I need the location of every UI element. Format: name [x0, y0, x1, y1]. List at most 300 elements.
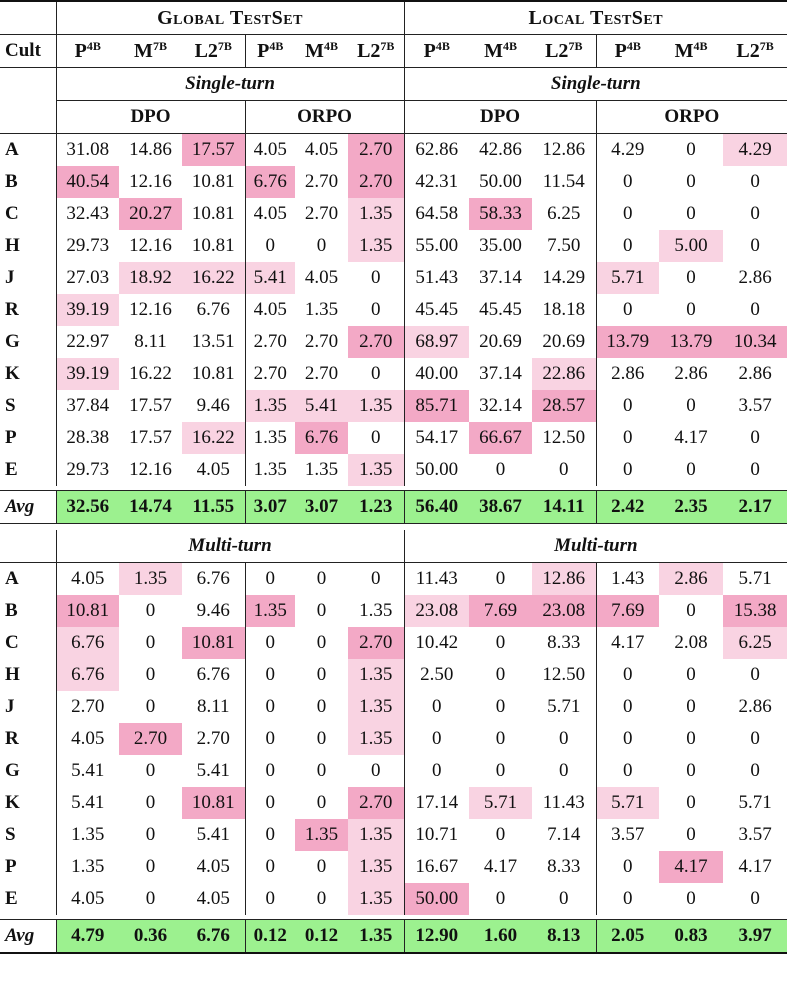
- value-cell: 29.73: [56, 230, 119, 262]
- value-cell: 0: [495, 568, 506, 589]
- avg-value-cell: 56.40: [404, 491, 469, 524]
- value-cell: 0: [316, 235, 327, 256]
- table-row: [0, 723, 787, 755]
- value-cell: 0: [750, 459, 760, 480]
- value-cell: 0: [316, 728, 327, 749]
- value-cell: 4.05: [196, 856, 230, 877]
- model-size: 4B: [323, 39, 338, 53]
- value-cell: 1.35: [245, 595, 295, 627]
- value-cell: 0: [316, 760, 327, 781]
- blank-cell: [0, 530, 56, 563]
- value-cell: 0: [686, 395, 696, 416]
- avg-value-cell: 32.56: [56, 491, 119, 524]
- table-row: [0, 230, 787, 262]
- value-cell: 5.71: [596, 262, 659, 294]
- culture-label: H: [5, 664, 20, 685]
- value-cell: 0: [245, 691, 295, 723]
- value-cell: 0: [750, 299, 760, 320]
- table-row: [0, 294, 787, 326]
- value-cell: 2.70: [348, 627, 404, 659]
- value-cell: 58.33: [469, 198, 532, 230]
- value-cell: 2.70: [56, 691, 119, 723]
- value-cell: 0: [145, 696, 156, 717]
- value-cell: 17.14: [404, 787, 469, 819]
- blank-cell: [0, 101, 56, 134]
- value-cell: 22.97: [56, 326, 119, 358]
- avg-value-cell: 2.05: [596, 920, 659, 954]
- value-cell: 0: [495, 888, 506, 909]
- value-cell: 0: [371, 427, 381, 448]
- culture-label: A: [0, 563, 56, 596]
- value-cell: 4.17: [483, 856, 518, 877]
- value-cell: 28.38: [56, 422, 119, 454]
- value-cell: 0: [596, 883, 659, 915]
- table-row: [0, 134, 787, 167]
- culture-label: S: [5, 824, 16, 845]
- value-cell: 0: [686, 824, 696, 845]
- model-header-5: [348, 35, 404, 68]
- culture-label: S: [5, 395, 16, 416]
- model-size: 4B: [269, 39, 284, 53]
- value-cell: 0: [686, 792, 696, 813]
- value-cell: 9.46: [196, 600, 230, 621]
- value-cell: 0: [686, 760, 696, 781]
- value-cell: 0: [495, 696, 506, 717]
- culture-label: E: [5, 888, 18, 909]
- value-cell: 1.35: [304, 459, 339, 480]
- value-cell: 1.35: [245, 422, 295, 454]
- value-cell: 6.76: [196, 664, 230, 685]
- value-cell: 17.57: [182, 134, 245, 167]
- value-cell: 1.35: [348, 230, 404, 262]
- value-cell: 12.16: [129, 235, 172, 256]
- value-cell: 40.00: [404, 358, 469, 390]
- value-cell: 0: [596, 230, 659, 262]
- table-row: [0, 563, 787, 596]
- value-cell: 10.81: [56, 595, 119, 627]
- value-cell: 13.79: [596, 326, 659, 358]
- model-name: P: [423, 40, 436, 62]
- table-row: [0, 454, 787, 486]
- value-cell: 13.79: [659, 326, 723, 358]
- value-cell: 10.81: [191, 363, 235, 384]
- value-cell: 0: [245, 755, 295, 787]
- value-cell: 39.19: [56, 358, 119, 390]
- value-cell: 0: [686, 459, 696, 480]
- value-cell: 8.33: [547, 632, 581, 653]
- avg-value-cell: 12.90: [404, 920, 469, 954]
- value-cell: 16.22: [182, 262, 245, 294]
- culture-label: K: [5, 363, 20, 384]
- value-cell: 5.41: [196, 824, 230, 845]
- value-cell: 0: [371, 568, 381, 589]
- value-cell: 0: [750, 203, 760, 224]
- model-header-row: [0, 35, 787, 68]
- value-cell: 2.86: [674, 363, 708, 384]
- value-cell: 0: [750, 171, 760, 192]
- multi-local-label: Multi-turn: [404, 530, 787, 563]
- avg-value-cell: 0.12: [245, 920, 295, 954]
- value-cell: 0: [495, 728, 506, 749]
- value-cell: 55.00: [404, 230, 469, 262]
- value-cell: 2.70: [196, 728, 230, 749]
- value-cell: 1.35: [245, 454, 295, 486]
- table-row: [0, 166, 787, 198]
- value-cell: 12.86: [532, 563, 596, 596]
- value-cell: 5.41: [295, 390, 348, 422]
- value-cell: 2.86: [596, 358, 659, 390]
- value-cell: 12.86: [542, 139, 586, 160]
- value-cell: 10.81: [191, 203, 235, 224]
- value-cell: 4.05: [304, 267, 339, 288]
- value-cell: 0: [596, 166, 659, 198]
- method-row: [0, 101, 787, 134]
- value-cell: 3.57: [738, 395, 772, 416]
- model-header-1: [119, 35, 182, 68]
- value-cell: 2.70: [304, 171, 339, 192]
- table-row: [0, 326, 787, 358]
- value-cell: 0: [495, 664, 506, 685]
- value-cell: 2.08: [674, 632, 708, 653]
- value-cell: 10.42: [404, 627, 469, 659]
- value-cell: 37.84: [56, 390, 119, 422]
- value-cell: 42.86: [479, 139, 522, 160]
- value-cell: 6.76: [196, 299, 230, 320]
- value-cell: 5.41: [196, 760, 230, 781]
- value-cell: 10.81: [191, 171, 235, 192]
- value-cell: 5.00: [659, 230, 723, 262]
- value-cell: 0: [145, 888, 156, 909]
- culture-label: G: [5, 760, 20, 781]
- value-cell: 0: [371, 760, 381, 781]
- value-cell: 2.86: [738, 696, 772, 717]
- model-size: 7B: [152, 39, 167, 53]
- value-cell: 35.00: [479, 235, 522, 256]
- value-cell: 0: [316, 568, 327, 589]
- value-cell: 6.76: [56, 659, 119, 691]
- value-cell: 1.35: [348, 723, 404, 755]
- value-cell: 10.81: [191, 235, 235, 256]
- table-row: [0, 358, 787, 390]
- value-cell: 50.00: [404, 883, 469, 915]
- table-row: [0, 787, 787, 819]
- model-name: M: [674, 40, 694, 62]
- value-cell: 1.35: [348, 851, 404, 883]
- value-cell: 0: [245, 563, 295, 596]
- value-cell: 14.29: [542, 267, 586, 288]
- value-cell: 0: [316, 664, 327, 685]
- value-cell: 0: [596, 390, 659, 422]
- avg-value-cell: 4.79: [56, 920, 119, 954]
- avg-value-cell: 0.36: [119, 920, 182, 954]
- value-cell: 7.69: [469, 595, 532, 627]
- table-row: [0, 198, 787, 230]
- value-cell: 4.17: [596, 627, 659, 659]
- value-cell: 64.58: [404, 198, 469, 230]
- value-cell: 23.08: [404, 595, 469, 627]
- value-cell: 6.76: [295, 422, 348, 454]
- avg-label: Avg: [0, 920, 56, 954]
- value-cell: 3.57: [738, 824, 772, 845]
- value-cell: 0: [316, 632, 327, 653]
- value-cell: 0: [750, 888, 760, 909]
- culture-label: A: [0, 134, 56, 167]
- method-dpo: DPO: [404, 101, 596, 134]
- culture-label: E: [5, 459, 18, 480]
- value-cell: 22.86: [532, 358, 596, 390]
- value-cell: 4.05: [196, 888, 230, 909]
- model-header-4: [295, 35, 348, 68]
- table-row: [0, 390, 787, 422]
- value-cell: 40.54: [56, 166, 119, 198]
- value-cell: 2.70: [304, 363, 339, 384]
- table-row: [0, 851, 787, 883]
- value-cell: 0: [371, 299, 381, 320]
- model-size: 4B: [435, 39, 450, 53]
- avg-value-cell: 8.13: [532, 920, 596, 954]
- avg-value-cell: 3.07: [295, 491, 348, 524]
- value-cell: 50.00: [404, 454, 469, 486]
- table-row: [0, 659, 787, 691]
- method-orpo: ORPO: [596, 101, 787, 134]
- model-name: P: [74, 40, 87, 62]
- avg-value-cell: 14.11: [532, 491, 596, 524]
- value-cell: 1.35: [304, 299, 339, 320]
- avg-value-cell: 2.17: [723, 491, 787, 524]
- global-testset-header: Global TestSet: [56, 1, 404, 35]
- value-cell: 29.73: [56, 454, 119, 486]
- value-cell: 7.69: [596, 595, 659, 627]
- value-cell: 1.35: [348, 390, 404, 422]
- avg-value-cell: 6.76: [182, 920, 245, 954]
- model-header-6: [404, 35, 469, 68]
- value-cell: 0: [686, 888, 696, 909]
- value-cell: 0: [495, 760, 506, 781]
- value-cell: 16.22: [129, 363, 172, 384]
- value-cell: 1.35: [348, 659, 404, 691]
- value-cell: 1.35: [56, 851, 119, 883]
- value-cell: 5.41: [56, 787, 119, 819]
- model-name: L2: [736, 40, 760, 62]
- value-cell: 1.35: [348, 454, 404, 486]
- table-row: [0, 627, 787, 659]
- value-cell: 16.67: [404, 851, 469, 883]
- value-cell: 1.35: [359, 600, 393, 621]
- value-cell: 8.33: [547, 856, 581, 877]
- value-cell: 0: [404, 691, 469, 723]
- value-cell: 45.45: [404, 294, 469, 326]
- value-cell: 4.05: [245, 198, 295, 230]
- value-cell: 1.35: [348, 883, 404, 915]
- avg-value-cell: 2.42: [596, 491, 659, 524]
- value-cell: 0: [750, 664, 760, 685]
- value-cell: 0: [686, 171, 696, 192]
- value-cell: 0: [596, 198, 659, 230]
- value-cell: 14.86: [129, 139, 172, 160]
- culture-label: H: [5, 235, 20, 256]
- single-local-label: Single-turn: [404, 68, 787, 101]
- avg-value-cell: 0.12: [295, 920, 348, 954]
- value-cell: 0: [495, 824, 506, 845]
- table-row: [0, 595, 787, 627]
- single-avg-row: [0, 491, 787, 524]
- avg-value-cell: 0.83: [659, 920, 723, 954]
- model-size: 7B: [217, 39, 232, 53]
- method-orpo: ORPO: [245, 101, 404, 134]
- cult-column-header: Cult: [0, 35, 56, 68]
- value-cell: 4.29: [596, 134, 659, 167]
- value-cell: 85.71: [404, 390, 469, 422]
- multi-label-row: [0, 530, 787, 563]
- avg-value-cell: 1.23: [348, 491, 404, 524]
- value-cell: 0: [245, 787, 295, 819]
- table-row: [0, 755, 787, 787]
- value-cell: 0: [245, 819, 295, 851]
- value-cell: 4.17: [674, 427, 708, 448]
- value-cell: 4.05: [196, 459, 230, 480]
- value-cell: 5.71: [596, 787, 659, 819]
- model-name: L2: [194, 40, 218, 62]
- value-cell: 2.70: [119, 723, 182, 755]
- value-cell: 4.05: [56, 723, 119, 755]
- model-size: 7B: [759, 39, 774, 53]
- value-cell: 20.27: [119, 198, 182, 230]
- value-cell: 2.70: [245, 326, 295, 358]
- value-cell: 0: [145, 824, 156, 845]
- model-size: 7B: [380, 39, 395, 53]
- value-cell: 2.86: [738, 363, 772, 384]
- value-cell: 0: [750, 760, 760, 781]
- value-cell: 10.81: [182, 627, 245, 659]
- value-cell: 7.14: [547, 824, 581, 845]
- value-cell: 37.14: [479, 363, 522, 384]
- value-cell: 4.05: [245, 134, 295, 167]
- table-row: [0, 883, 787, 915]
- table-row: [0, 819, 787, 851]
- value-cell: 0: [245, 883, 295, 915]
- model-size: 4B: [693, 39, 708, 53]
- value-cell: 0: [145, 600, 156, 621]
- value-cell: 66.67: [469, 422, 532, 454]
- value-cell: 0: [145, 792, 156, 813]
- value-cell: 0: [245, 230, 295, 262]
- avg-label: Avg: [0, 491, 56, 524]
- value-cell: 1.35: [56, 819, 119, 851]
- value-cell: 50.00: [479, 171, 522, 192]
- value-cell: 18.92: [119, 262, 182, 294]
- value-cell: 10.81: [182, 787, 245, 819]
- value-cell: 0: [686, 664, 696, 685]
- avg-value-cell: 1.35: [348, 920, 404, 954]
- value-cell: 1.35: [119, 563, 182, 596]
- avg-value-cell: 3.97: [723, 920, 787, 954]
- results-body: [0, 68, 787, 954]
- value-cell: 0: [686, 139, 696, 160]
- culture-label: J: [5, 696, 15, 717]
- value-cell: 16.22: [182, 422, 245, 454]
- value-cell: 2.50: [404, 659, 469, 691]
- value-cell: 5.71: [738, 792, 772, 813]
- model-header-0: [56, 35, 119, 68]
- value-cell: 5.71: [469, 787, 532, 819]
- value-cell: 6.76: [56, 627, 119, 659]
- value-cell: 1.43: [596, 563, 659, 596]
- avg-value-cell: 3.07: [245, 491, 295, 524]
- culture-label: C: [5, 203, 19, 224]
- value-cell: 0: [495, 459, 506, 480]
- value-cell: 39.19: [56, 294, 119, 326]
- value-cell: 10.34: [723, 326, 787, 358]
- model-name: P: [257, 40, 270, 62]
- value-cell: 6.25: [547, 203, 581, 224]
- value-cell: 11.54: [542, 171, 585, 192]
- value-cell: 12.16: [129, 299, 172, 320]
- value-cell: 2.70: [245, 358, 295, 390]
- value-cell: 15.38: [723, 595, 787, 627]
- value-cell: 54.17: [404, 422, 469, 454]
- value-cell: 0: [596, 755, 659, 787]
- value-cell: 4.05: [245, 294, 295, 326]
- blank-cell: [0, 68, 56, 101]
- model-size: 4B: [502, 39, 517, 53]
- culture-label: C: [5, 632, 19, 653]
- culture-label: J: [5, 267, 15, 288]
- value-cell: 0: [686, 600, 696, 621]
- value-cell: 2.70: [348, 166, 404, 198]
- value-cell: 11.43: [404, 563, 469, 596]
- value-cell: 8.11: [134, 331, 167, 352]
- value-cell: 5.71: [547, 696, 581, 717]
- value-cell: 17.57: [129, 395, 172, 416]
- value-cell: 0: [596, 659, 659, 691]
- value-cell: 4.05: [304, 139, 339, 160]
- value-cell: 11.43: [542, 792, 585, 813]
- avg-value-cell: 11.55: [182, 491, 245, 524]
- value-cell: 0: [316, 792, 327, 813]
- multi-avg-row: [0, 920, 787, 954]
- model-size: 4B: [626, 39, 641, 53]
- model-header-11: [723, 35, 787, 68]
- culture-label: P: [5, 856, 17, 877]
- avg-value-cell: 2.35: [659, 491, 723, 524]
- model-name: M: [305, 40, 324, 62]
- model-header-3: [245, 35, 295, 68]
- value-cell: 6.76: [245, 166, 295, 198]
- value-cell: 0: [245, 627, 295, 659]
- value-cell: 2.70: [304, 331, 339, 352]
- value-cell: 27.03: [56, 262, 119, 294]
- value-cell: 0: [371, 363, 381, 384]
- value-cell: 2.70: [304, 203, 339, 224]
- value-cell: 0: [686, 203, 696, 224]
- value-cell: 4.05: [56, 563, 119, 596]
- value-cell: 18.18: [542, 299, 586, 320]
- value-cell: 62.86: [404, 134, 469, 167]
- value-cell: 2.86: [659, 563, 723, 596]
- value-cell: 4.05: [56, 883, 119, 915]
- value-cell: 0: [596, 723, 659, 755]
- value-cell: 6.25: [723, 627, 787, 659]
- value-cell: 0: [145, 664, 156, 685]
- model-name: M: [134, 40, 153, 62]
- value-cell: 0: [145, 760, 156, 781]
- culture-label: R: [5, 299, 19, 320]
- method-dpo: DPO: [56, 101, 245, 134]
- value-cell: 1.35: [245, 390, 295, 422]
- value-cell: 1.35: [295, 819, 348, 851]
- culture-label: K: [5, 792, 20, 813]
- value-cell: 0: [495, 632, 506, 653]
